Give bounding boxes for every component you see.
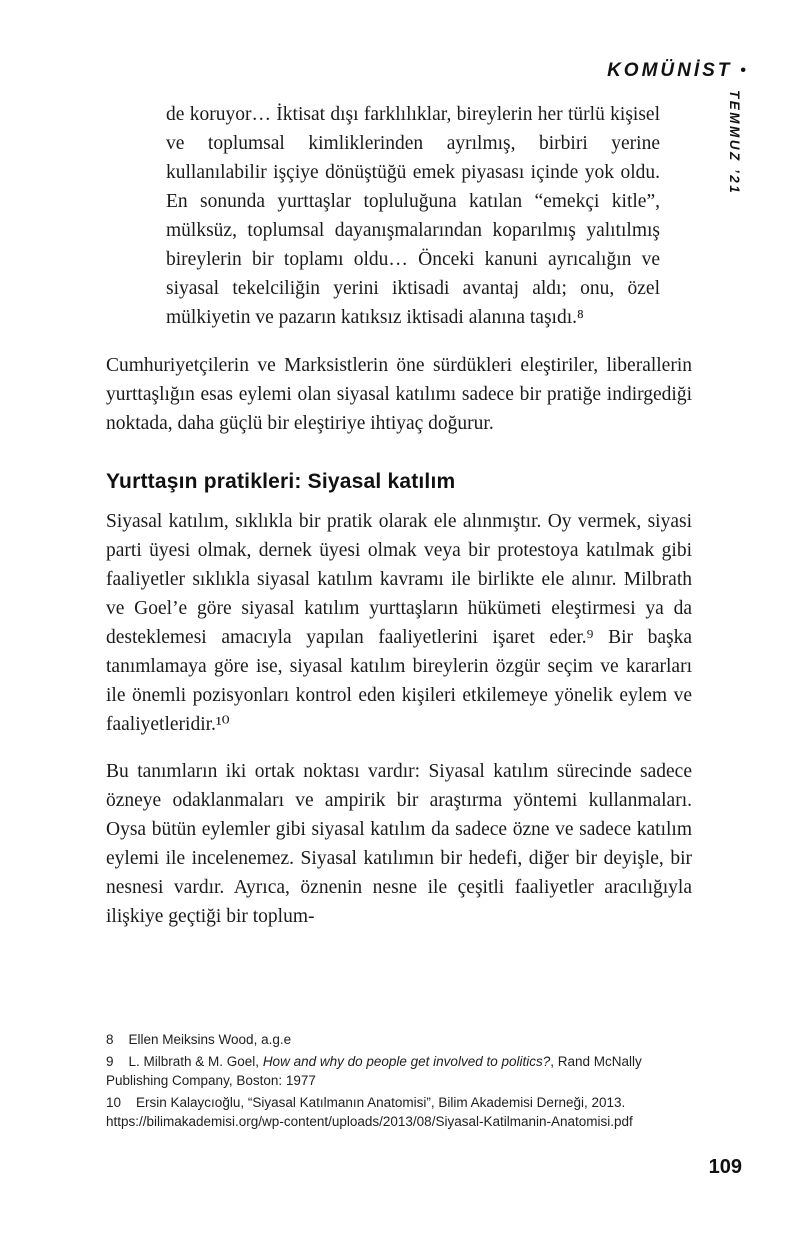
footnote-text: Ellen Meiksins Wood, a.g.e: [128, 1032, 292, 1047]
footnotes-section: [106, 1030, 698, 1134]
paragraph-intro: Cumhuriyetçilerin ve Marksistlerin öne sürdükleri eleştiriler, liberallerin yurttaşlığın esas eylemi olan siyasal katılımı sadece bir pratiğe indirgediği noktada, daha güçlü bir eleştiriye ihtiyaç doğurur.: [106, 355, 692, 434]
footnote-8: [106, 1030, 698, 1049]
footnote-number: 8: [106, 1032, 114, 1047]
block-quote: de koruyor… İktisat dışı farklılıklar, bireylerin her türlü kişisel ve toplumsal kimliklerinden ayrılmış, birbiri yerine kullanılabilir işçiye dönüştüğü emek piyasası içinde yok oldu. En sonunda yurttaşlar topluluğuna katılan “emekçi kitle”, mülksüz, toplumsal dayanışmalarından koparılmış yalıtılmış bireylerin bir toplamı oldu… Önceki kanuni ayrıcalığın ve siyasal tekelciliğin yerini iktisadi avantaj aldı; onu, özel mülkiyetin ve pazarın katıksız iktisadi alanına taşıdı.⁸: [166, 104, 660, 328]
bullet-icon: •: [740, 62, 746, 79]
footnote-10: [106, 1093, 698, 1131]
footnote-text: , Rand McNally Publishing Company, Boston: 1977: [106, 1054, 642, 1088]
issue-date: TEMMUZ ’21: [727, 90, 742, 196]
article-body: [106, 100, 692, 949]
footnote-text: L. Milbrath & M. Goel,: [128, 1054, 263, 1069]
footnote-9: [106, 1052, 698, 1090]
section-heading: Yurttaşın pratikleri: Siyasal katılım: [106, 470, 456, 493]
paragraph-critique: Bu tanımların iki ortak noktası vardır: Siyasal katılım sürecinde sadece özneye odaklanmaları ve ampirik bir araştırma yöntemi kullanmaları. Oysa bütün eylemler gibi siyasal katılım da sadece özne ve sadece katılım eylemi ile incelenemez. Siyasal katılımın bir hedefi, diğer bir deyişle, bir nesnesi vardır. Ayrıca, öznenin nesne ile çeşitli faaliyetler aracılığıyla ilişkiye geçtiği bir toplum-: [106, 761, 692, 927]
magazine-title: KOMÜNİST: [607, 60, 733, 81]
paragraph-definition: Siyasal katılım, sıklıkla bir pratik olarak ele alınmıştır. Oy vermek, siyasi parti üyesi olmak, dernek üyesi olmak veya bir protestoya katılmak gibi faaliyetler sıklıkla siyasal katılım kavramı ile birlikte ele alınır. Milbrath ve Goel’e göre siyasal katılım yurttaşların hükümeti eleştirmesi ya da desteklemesi amacıyla yapılan faaliyetlerini işaret eder.⁹ Bir başka tanımlamaya göre ise, siyasal katılım bireylerin özgür seçim ve kararları ile önemli pozisyonları kontrol eden kişileri etkilemeye yönelik eylem ve faaliyetleridir.¹⁰: [106, 511, 692, 735]
footnote-text-italic: How and why do people get involved to politics?: [262, 1054, 551, 1069]
footnote-number: 10: [106, 1095, 122, 1110]
page-number: 109: [708, 1156, 742, 1178]
footnote-text: Ersin Kalaycıoğlu, “Siyasal Katılmanın Anatomisi”, Bilim Akademisi Derneği, 2013. https://bilimakademisi.org/wp-content/uploads/2013/08/Siyasal-Katilmanin-Anatomisi.pdf: [106, 1095, 633, 1129]
page-header: [607, 60, 746, 82]
footnote-number: 9: [106, 1054, 114, 1069]
